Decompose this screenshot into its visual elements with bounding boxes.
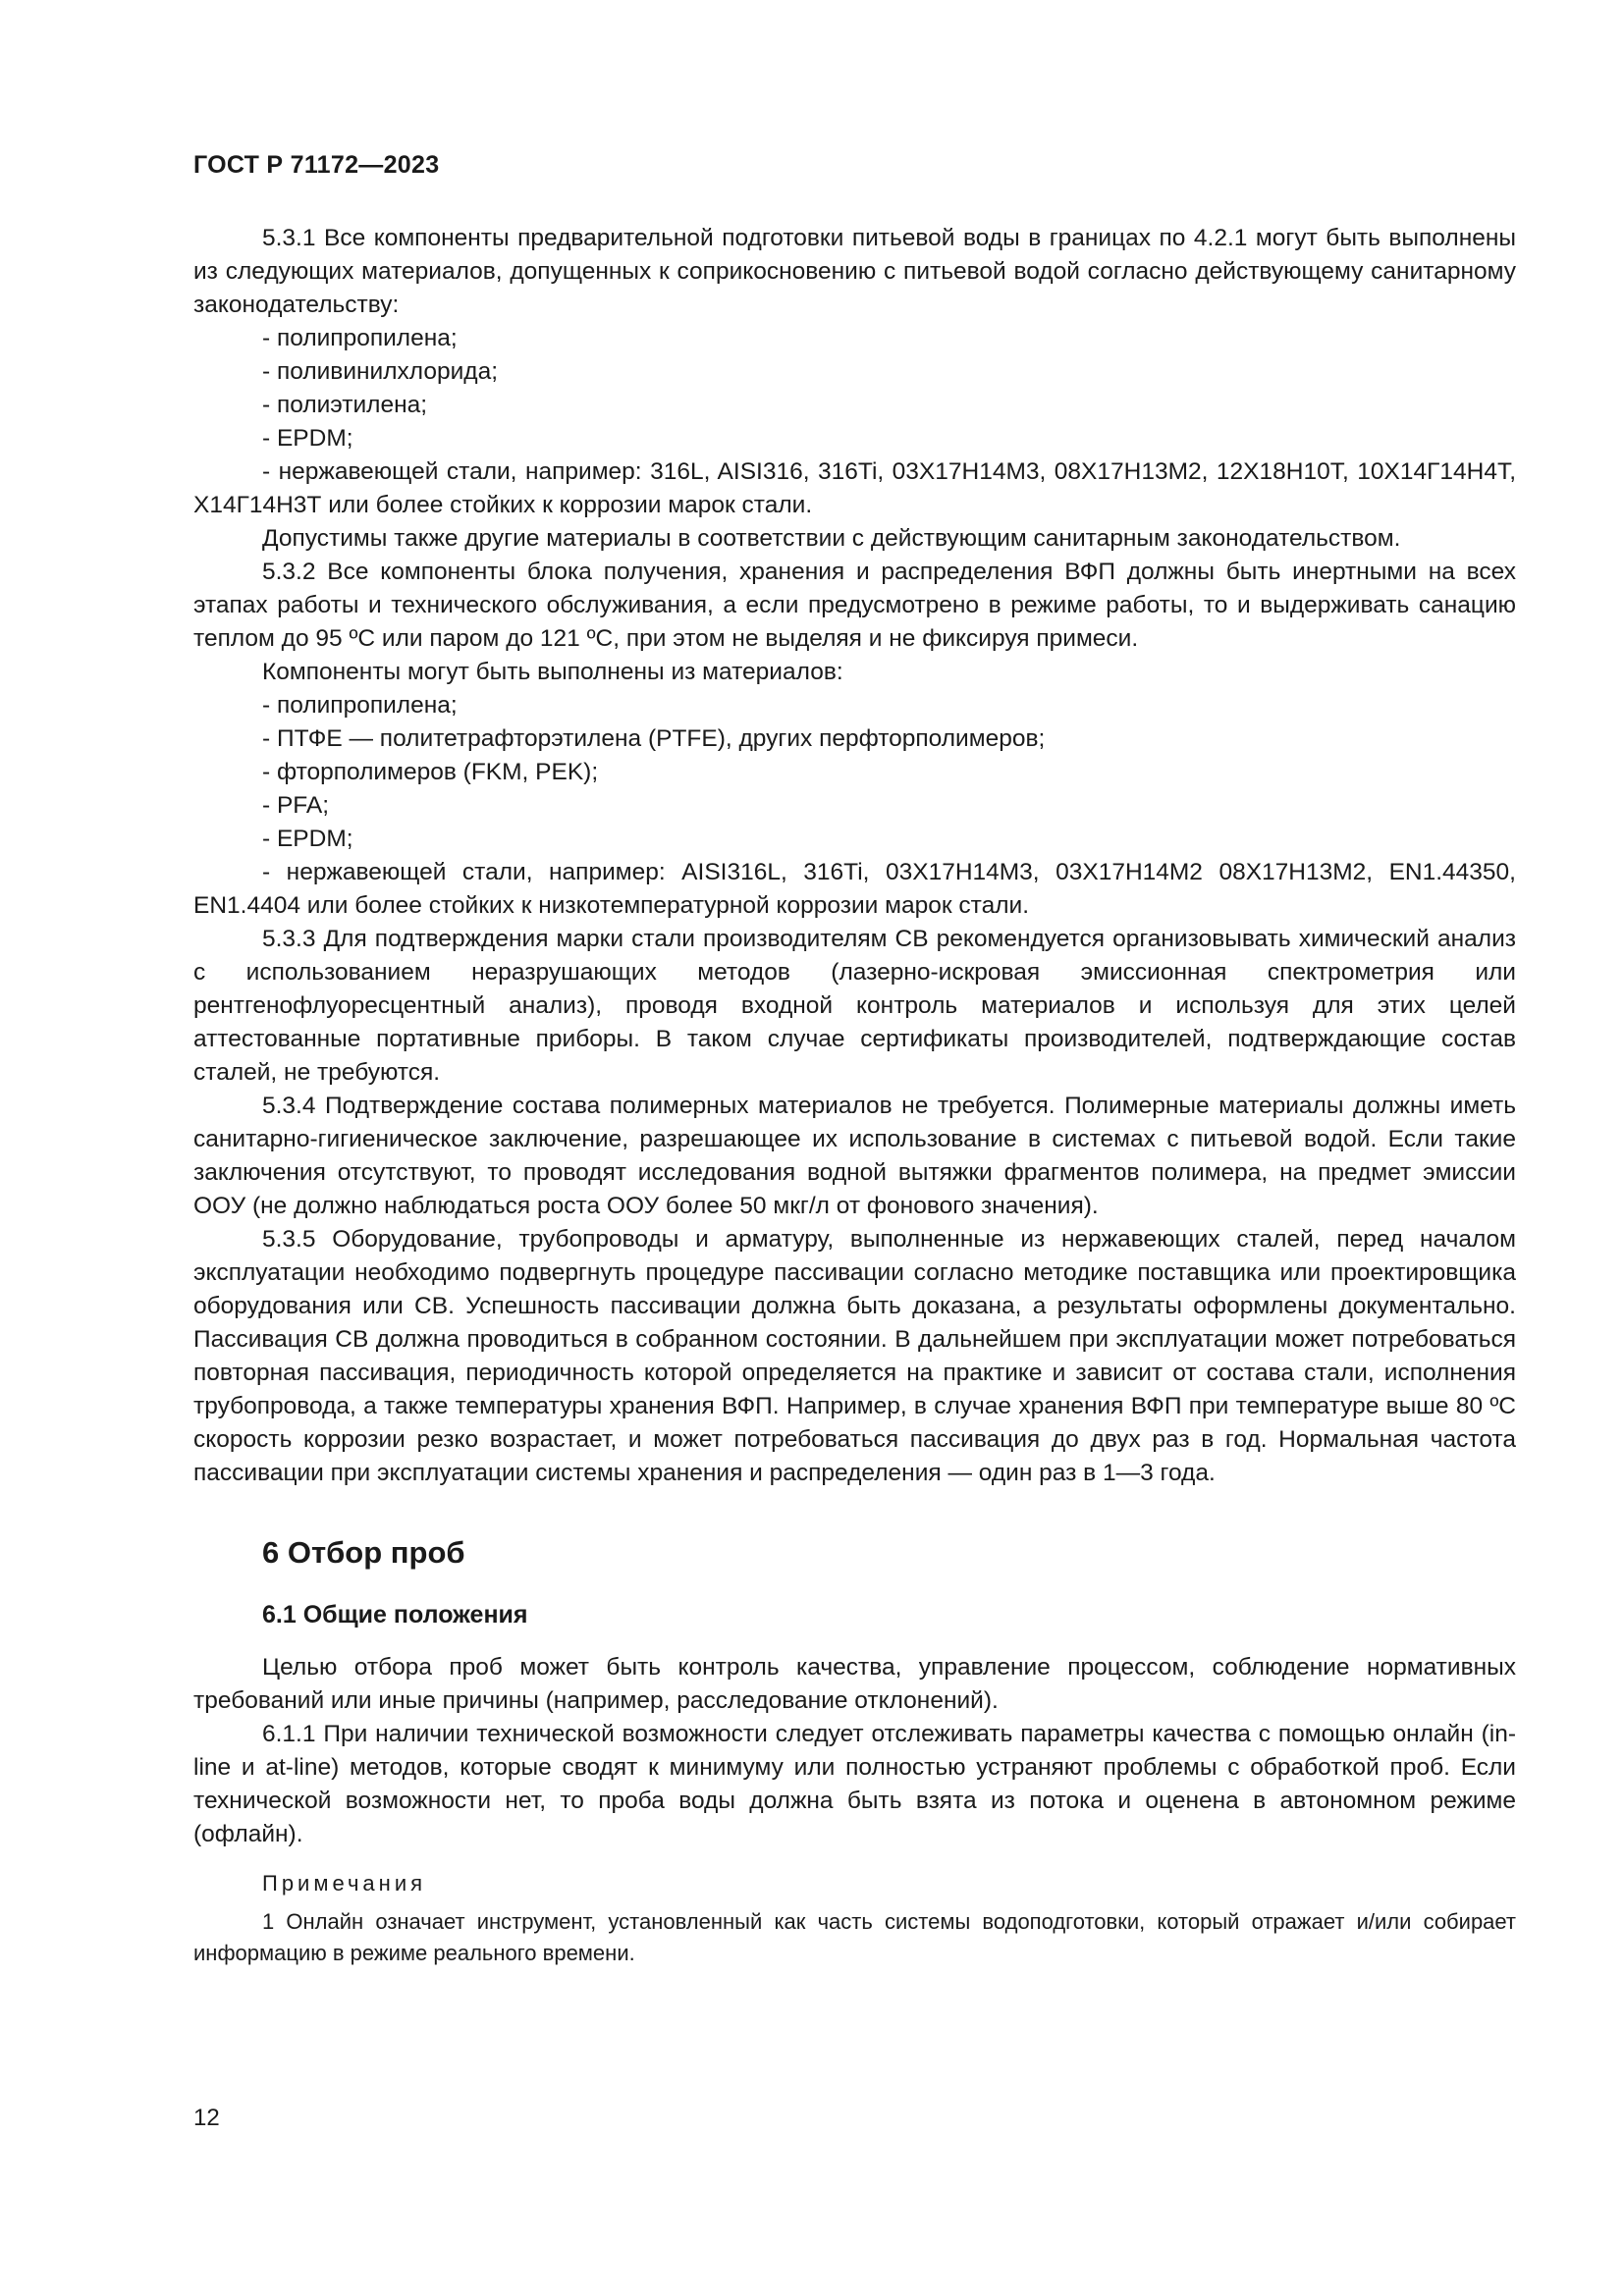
document-body: [193, 222, 1516, 1969]
paragraph-5-3-4: 5.3.4 Подтверждение состава полимерных материалов не требуется. Полимерные материалы должны иметь санитарно-гигиеническое заключение, разрешающее их использование в системах с питьевой водой. Если такие заключения отсутствуют, то проводят исследования водной вытяжки фрагментов полимера, на предмет эмиссии ООУ (не должно наблюдаться роста ООУ более 50 мкг/л от фонового значения).: [193, 1093, 1516, 1219]
paragraph-6-1-1: 6.1.1 При наличии технической возможности следует отслеживать параметры качества с помощью онлайн (in-line и at-line) методов, которые сводят к минимуму или полностью устраняют проблемы с обработкой проб. Если технической возможности нет, то проба воды должна быть взята из потока и оценена в автономном режиме (офлайн).: [193, 1721, 1516, 1847]
list-item: - EPDM;: [262, 425, 353, 452]
paragraph-5-3-1-note: Допустимы также другие материалы в соответствии с действующим санитарным законодательством.: [262, 525, 1401, 552]
list-item: - EPDM;: [262, 826, 353, 852]
list-item: - ПТФЕ — политетрафторэтилена (PTFE), других перфторполимеров;: [262, 725, 1046, 752]
paragraph-6-1: Целью отбора проб может быть контроль качества, управление процессом, соблюдение нормативных требований или иные причины (например, расследование отклонений).: [193, 1654, 1516, 1714]
document-page: [193, 0, 1516, 2296]
note-1: 1 Онлайн означает инструмент, установленный как часть системы водоподготовки, который отражает и/или собирает информацию в режиме реального времени.: [193, 1909, 1516, 1965]
paragraph-5-3-2-materials: Компоненты могут быть выполнены из материалов:: [262, 659, 843, 685]
list-item: - полипропилена;: [262, 325, 458, 351]
page-number: 12: [193, 2105, 220, 2131]
list-item: - полипропилена;: [262, 692, 458, 719]
list-item: - поливинилхлорида;: [262, 358, 498, 385]
section-6-heading: 6 Отбор проб: [262, 1535, 465, 1570]
list-item: - фторполимеров (FKM, PEK);: [262, 759, 599, 785]
notes-heading: Примечания: [262, 1871, 427, 1896]
paragraph-5-3-1: 5.3.1 Все компоненты предварительной подготовки питьевой воды в границах по 4.2.1 могут быть выполнены из следующих материалов, допущенных к соприкосновению с питьевой водой согласно действующему санитарному законодательству:: [193, 225, 1516, 318]
list-item: - нержавеющей стали, например: 316L, AISI316, 316Ti, 03Х17Н14М3, 08Х17Н13М2, 12Х18Н10Т, 10Х14Г14Н4Т, Х14Г14Н3Т или более стойких к коррозии марок стали.: [193, 458, 1516, 518]
list-item: - PFA;: [262, 792, 330, 819]
list-item: - полиэтилена;: [262, 392, 428, 418]
paragraph-5-3-3: 5.3.3 Для подтверждения марки стали производителям СВ рекомендуется организовывать химический анализ с использованием неразрушающих методов (лазерно-искровая эмиссионная спектрометрия или рентгенофлуоресцентный анализ), проводя входной контроль материалов и используя для этих целей аттестованные портативные приборы. В таком случае сертификаты производителей, подтверждающие состав сталей, не требуются.: [193, 926, 1516, 1086]
document-code-header: ГОСТ Р 71172—2023: [193, 151, 440, 179]
subsection-6-1-heading: 6.1 Общие положения: [262, 1601, 528, 1629]
paragraph-5-3-5: 5.3.5 Оборудование, трубопроводы и арматуру, выполненные из нержавеющих сталей, перед началом эксплуатации необходимо подвергнуть процедуре пассивации согласно методике поставщика или проектировщика оборудования или СВ. Успешность пассивации должна быть доказана, а результаты оформлены документально. Пассивация СВ должна проводиться в собранном состоянии. В дальнейшем при эксплуатации может потребоваться повторная пассивация, периодичность которой определяется на практике и зависит от состава стали, исполнения трубопровода, а также температуры хранения ВФП. Например, в случае хранения ВФП при температуре выше 80 ºC скорость коррозии резко возрастает, и может потребоваться пассивация до двух раз в год. Нормальная частота пассивации при эксплуатации системы хранения и распределения — один раз в 1—3 года.: [193, 1226, 1516, 1486]
list-item: - нержавеющей стали, например: AISI316L, 316Ti, 03Х17Н14М3, 03Х17Н14М2 08Х17Н13М2, EN1.44350, EN1.4404 или более стойких к низкотемпературной коррозии марок стали.: [193, 859, 1516, 919]
paragraph-5-3-2: 5.3.2 Все компоненты блока получения, хранения и распределения ВФП должны быть инертными на всех этапах работы и технического обслуживания, а если предусмотрено в режиме работы, то и выдерживать санацию теплом до 95 ºC или паром до 121 ºC, при этом не выделяя и не фиксируя примеси.: [193, 559, 1516, 652]
